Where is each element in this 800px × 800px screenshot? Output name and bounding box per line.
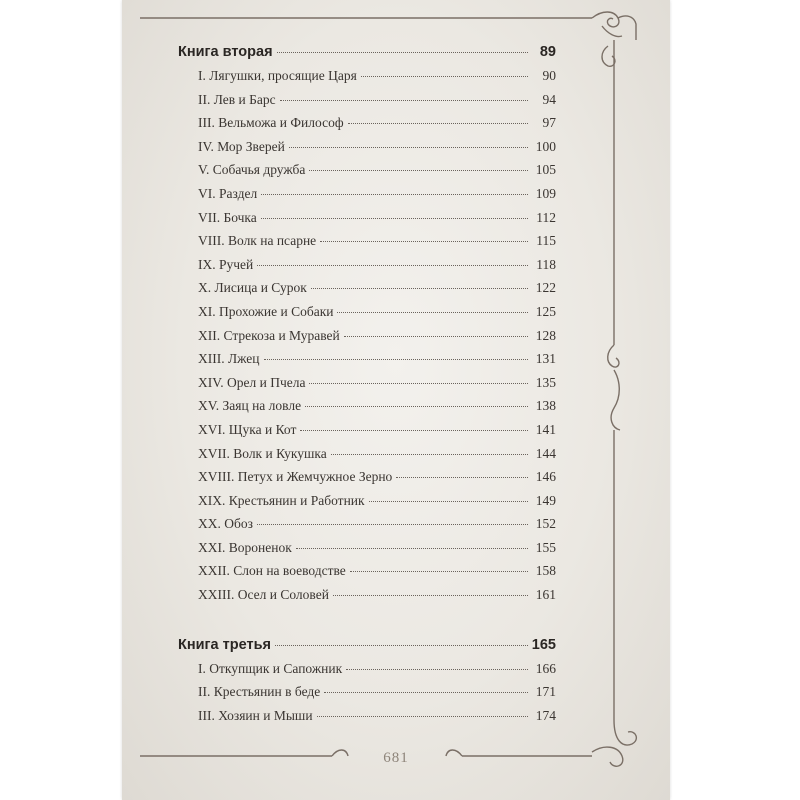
scroll-ornament-icon: [592, 12, 619, 27]
entry-page: 100: [535, 138, 556, 154]
toc-entry: [198, 446, 556, 470]
dot-leader: [331, 454, 528, 455]
book-title: Книга третья: [178, 636, 271, 653]
entry-page: 138: [535, 398, 556, 414]
toc-entry: [198, 661, 556, 685]
toc-entry: [198, 708, 556, 732]
toc-entry: [198, 587, 556, 611]
scroll-ornament-icon: [614, 720, 636, 745]
toc-book-heading: [178, 44, 556, 68]
entry-title: XVIII. Петух и Жемчужное Зерно: [198, 469, 393, 485]
toc-entry: [198, 540, 556, 564]
entry-page: 90: [542, 68, 556, 83]
book-title: Книга вторая: [178, 44, 273, 60]
toc-entry: [198, 304, 556, 328]
toc-entry: [198, 115, 556, 139]
dot-leader: [348, 123, 528, 124]
toc-entry: [198, 563, 556, 587]
book-page: [122, 0, 670, 800]
dot-leader: [324, 692, 528, 693]
toc-entry: [198, 351, 556, 375]
dot-leader: [289, 147, 528, 148]
dot-leader: [333, 595, 528, 596]
entry-title: II. Лев и Барс: [198, 91, 276, 107]
entry-title: VII. Бочка: [198, 209, 257, 225]
toc-book-heading: [178, 637, 556, 661]
entry-page: 122: [535, 280, 556, 296]
toc-entry: [198, 139, 556, 163]
toc-entry: [198, 68, 556, 92]
entry-page: 112: [536, 209, 556, 225]
entry-page: 118: [536, 256, 556, 272]
toc-entry: [198, 398, 556, 422]
entry-page: 174: [535, 707, 556, 723]
toc-entry: [198, 328, 556, 352]
dot-leader: [337, 312, 528, 313]
dot-leader: [309, 170, 528, 171]
entry-page: 144: [535, 445, 556, 461]
dot-leader: [280, 100, 528, 101]
dot-leader: [257, 265, 528, 266]
dot-leader: [311, 288, 528, 289]
section-gap: [178, 611, 556, 637]
entry-title: XXI. Вороненок: [198, 539, 292, 555]
dot-leader: [296, 548, 528, 549]
entry-title: XV. Заяц на ловле: [198, 398, 302, 414]
toc-entry: [198, 684, 556, 708]
entry-title: IX. Ручей: [198, 256, 254, 272]
entry-page: 149: [535, 492, 556, 508]
dot-leader: [275, 645, 528, 646]
entry-title: VI. Раздел: [198, 185, 258, 201]
dot-leader: [261, 194, 528, 195]
entry-title: XIII. Лжец: [198, 351, 260, 367]
toc-entry: [198, 469, 556, 493]
entry-page: 146: [535, 469, 556, 485]
entry-title: XIV. Орел и Пчела: [198, 374, 306, 390]
entry-page: 105: [535, 162, 556, 178]
entry-title: VIII. Волк на псарне: [198, 233, 317, 249]
entry-title: IV. Мор Зверей: [198, 138, 285, 154]
entry-title: XVI. Щука и Кот: [198, 421, 297, 437]
toc-entry: [198, 210, 556, 234]
entry-page: 125: [535, 303, 556, 319]
dot-leader: [305, 406, 528, 407]
toc-entry: [198, 516, 556, 540]
entry-page: 141: [535, 421, 556, 437]
book-page-number: 89: [539, 44, 556, 60]
entry-title: I. Лягушки, просящие Царя: [198, 68, 357, 83]
entry-title: XIX. Крестьянин и Работник: [198, 492, 365, 508]
toc-entry: [198, 280, 556, 304]
entry-title: XXII. Слон на воеводстве: [198, 563, 346, 579]
toc-entry: [198, 162, 556, 186]
entry-page: 161: [535, 587, 556, 603]
entry-page: 109: [535, 185, 556, 201]
entry-title: I. Откупщик и Сапожник: [198, 660, 343, 676]
dot-leader: [350, 571, 528, 572]
entry-title: XVII. Волк и Кукушка: [198, 445, 327, 461]
dot-leader: [277, 52, 528, 53]
entry-title: XX. Обоз: [198, 516, 253, 532]
toc-entry: [198, 257, 556, 281]
entry-title: III. Вельможа и Философ: [198, 115, 344, 131]
entry-page: 155: [535, 539, 556, 555]
toc-entry: [198, 186, 556, 210]
dot-leader: [369, 501, 528, 502]
dot-leader: [346, 669, 528, 670]
entry-page: 166: [535, 660, 556, 676]
dot-leader: [261, 218, 528, 219]
dot-leader: [257, 524, 528, 525]
dot-leader: [344, 336, 528, 337]
entry-title: XXIII. Осел и Соловей: [198, 587, 329, 603]
entry-title: V. Собачья дружба: [198, 162, 306, 178]
book-page-number: 165: [531, 636, 556, 653]
toc-entry: [198, 493, 556, 517]
toc-entry: [198, 422, 556, 446]
dot-leader: [320, 241, 528, 242]
page-number: 681: [383, 750, 409, 766]
entry-page: 135: [535, 374, 556, 390]
entry-page: 128: [535, 327, 556, 343]
dot-leader: [317, 716, 528, 717]
scroll-ornament-icon: [608, 345, 619, 367]
toc-entry: [198, 233, 556, 257]
toc-entry: [198, 375, 556, 399]
entry-page: 97: [542, 115, 556, 131]
entry-page: 131: [535, 351, 556, 367]
entry-title: X. Лисица и Сурок: [198, 280, 307, 296]
entry-page: 152: [535, 516, 556, 532]
dot-leader: [309, 383, 528, 384]
dot-leader: [300, 430, 528, 431]
entry-title: III. Хозяин и Мыши: [198, 707, 313, 723]
dot-leader: [396, 477, 528, 478]
table-of-contents: [178, 44, 556, 731]
entry-page: 171: [535, 684, 556, 700]
entry-page: 158: [535, 563, 556, 579]
dot-leader: [361, 76, 528, 77]
entry-title: XI. Прохожие и Собаки: [198, 303, 334, 319]
entry-title: II. Крестьянин в беде: [198, 684, 321, 700]
dot-leader: [264, 359, 528, 360]
entry-page: 94: [542, 91, 556, 107]
entry-page: 115: [536, 233, 556, 249]
toc-entry: [198, 92, 556, 116]
entry-title: XII. Стрекоза и Муравей: [198, 327, 340, 343]
